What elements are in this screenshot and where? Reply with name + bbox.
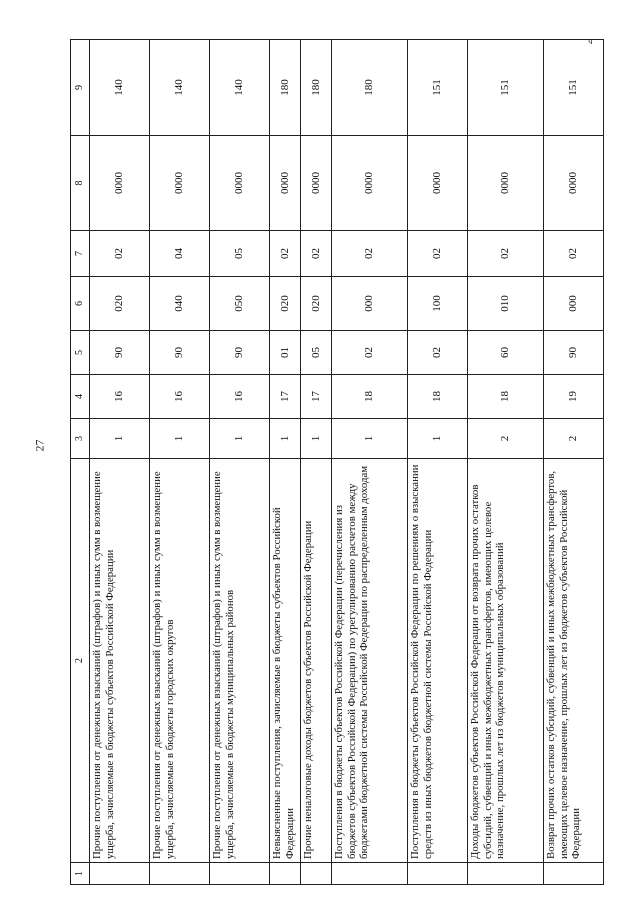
cell-c1 <box>210 863 270 885</box>
cell-c4: 18 <box>468 375 544 419</box>
cell-c6: 040 <box>150 277 210 331</box>
cell-c7: 05 <box>210 231 270 277</box>
col-header-1: 1 <box>71 863 90 885</box>
cell-c4: 18 <box>332 375 408 419</box>
table-row <box>270 40 301 885</box>
cell-c6: 010 <box>468 277 544 331</box>
table-row <box>408 40 468 885</box>
cell-description: Возврат прочих остатков субсидий, субвенций и иных межбюджетных трансфертов, имеющих целевое назначение, прошлых лет из бюджетов субъектов Российской Федерации <box>544 459 604 863</box>
col-header-6: 6 <box>71 277 90 331</box>
cell-c5: 90 <box>210 331 270 375</box>
cell-c3: 1 <box>332 419 408 459</box>
cell-c5: 01 <box>270 331 301 375</box>
cell-c3: 1 <box>301 419 332 459</box>
cell-c6: 100 <box>408 277 468 331</box>
cell-c5: 90 <box>150 331 210 375</box>
table-row <box>210 40 270 885</box>
cell-c3: 1 <box>270 419 301 459</box>
cell-c6: 020 <box>301 277 332 331</box>
cell-c1 <box>270 863 301 885</box>
col-header-9: 9 <box>71 40 90 136</box>
cell-c8: 0000 <box>468 136 544 231</box>
cell-c4: 17 <box>270 375 301 419</box>
cell-c8: 0000 <box>301 136 332 231</box>
cell-c8: 0000 <box>210 136 270 231</box>
cell-c1 <box>332 863 408 885</box>
rotated-table-area <box>70 38 583 885</box>
col-header-7: 7 <box>71 231 90 277</box>
col-header-3: 3 <box>71 419 90 459</box>
cell-c1 <box>468 863 544 885</box>
table-row <box>544 40 604 885</box>
cell-c1 <box>408 863 468 885</box>
cell-c6: 020 <box>90 277 150 331</box>
cell-c7: 02 <box>301 231 332 277</box>
cell-c8: 0000 <box>270 136 301 231</box>
cell-c8: 0000 <box>150 136 210 231</box>
cell-c7: 02 <box>468 231 544 277</box>
cell-c4: 19 <box>544 375 604 419</box>
cell-c6: 050 <box>210 277 270 331</box>
cell-c5: 90 <box>90 331 150 375</box>
col-header-8: 8 <box>71 136 90 231</box>
cell-c1 <box>90 863 150 885</box>
col-header-4: 4 <box>71 375 90 419</box>
cell-c7: 02 <box>332 231 408 277</box>
col-header-5: 5 <box>71 331 90 375</box>
cell-c9: 140 <box>150 40 210 136</box>
cell-c8: 0000 <box>332 136 408 231</box>
cell-c3: 1 <box>150 419 210 459</box>
cell-c4: 18 <box>408 375 468 419</box>
cell-c9: 180 <box>270 40 301 136</box>
cell-c4: 16 <box>210 375 270 419</box>
cell-c7: 02 <box>408 231 468 277</box>
header-row <box>71 40 90 885</box>
cell-description: Поступления в бюджеты субъектов Российской Федерации (перечисления из бюджетов субъектов Российской Федерации) по урегулированию расчетов между бюджетами бюджетной системы Российской Федерации по распределенным доходам <box>332 459 408 863</box>
cell-c7: 04 <box>150 231 210 277</box>
cell-c7: 02 <box>544 231 604 277</box>
cell-c1 <box>301 863 332 885</box>
cell-c4: 16 <box>150 375 210 419</box>
table-row <box>90 40 150 885</box>
cell-c9: 140 <box>210 40 270 136</box>
corner-mark: ч <box>588 36 593 46</box>
cell-c3: 1 <box>90 419 150 459</box>
cell-description: Прочие поступления от денежных взысканий (штрафов) и иных сумм в возмещение ущерба, зачисляемые в бюджеты субъектов Российской Федерации <box>90 459 150 863</box>
table-row <box>332 40 408 885</box>
cell-c6: 000 <box>332 277 408 331</box>
cell-c5: 05 <box>301 331 332 375</box>
cell-c1 <box>150 863 210 885</box>
cell-c5: 90 <box>544 331 604 375</box>
cell-c1 <box>544 863 604 885</box>
col-header-2: 2 <box>71 459 90 863</box>
cell-c3: 1 <box>408 419 468 459</box>
cell-description: Невыясненные поступления, зачисляемые в бюджеты субъектов Российской Федерации <box>270 459 301 863</box>
cell-c6: 000 <box>544 277 604 331</box>
cell-c4: 17 <box>301 375 332 419</box>
cell-description: Прочие поступления от денежных взысканий (штрафов) и иных сумм в возмещение ущерба, зачисляемые в бюджеты городских округов <box>150 459 210 863</box>
cell-c9: 180 <box>332 40 408 136</box>
cell-c9: 151 <box>544 40 604 136</box>
cell-description: Прочие поступления от денежных взысканий (штрафов) и иных сумм в возмещение ущерба, зачисляемые в бюджеты муниципальных районов <box>210 459 270 863</box>
cell-c6: 020 <box>270 277 301 331</box>
cell-c7: 02 <box>270 231 301 277</box>
cell-description: Доходы бюджетов субъектов Российской Федерации от возврата прочих остатков субсидий, субвенций и иных межбюджетных трансфертов, имеющих целевое назначение, прошлых лет из бюджетов муниципальных образований <box>468 459 544 863</box>
table-row <box>468 40 544 885</box>
cell-c9: 151 <box>408 40 468 136</box>
cell-c9: 180 <box>301 40 332 136</box>
cell-c8: 0000 <box>90 136 150 231</box>
cell-c8: 0000 <box>544 136 604 231</box>
cell-c3: 2 <box>468 419 544 459</box>
cell-c5: 02 <box>332 331 408 375</box>
cell-c9: 151 <box>468 40 544 136</box>
cell-c5: 60 <box>468 331 544 375</box>
page-number: 27 <box>32 439 47 452</box>
budget-classification-table <box>70 39 604 885</box>
cell-description: Поступления в бюджеты субъектов Российской Федерации по решениям о взыскании средств из иных бюджетов бюджетной системы Российской Федерации <box>408 459 468 863</box>
cell-c5: 02 <box>408 331 468 375</box>
cell-c3: 1 <box>210 419 270 459</box>
cell-c8: 0000 <box>408 136 468 231</box>
cell-c3: 2 <box>544 419 604 459</box>
cell-c7: 02 <box>90 231 150 277</box>
cell-description: Прочие неналоговые доходы бюджетов субъектов Российской Федерации <box>301 459 332 863</box>
cell-c9: 140 <box>90 40 150 136</box>
table-row <box>150 40 210 885</box>
cell-c4: 16 <box>90 375 150 419</box>
table-row <box>301 40 332 885</box>
